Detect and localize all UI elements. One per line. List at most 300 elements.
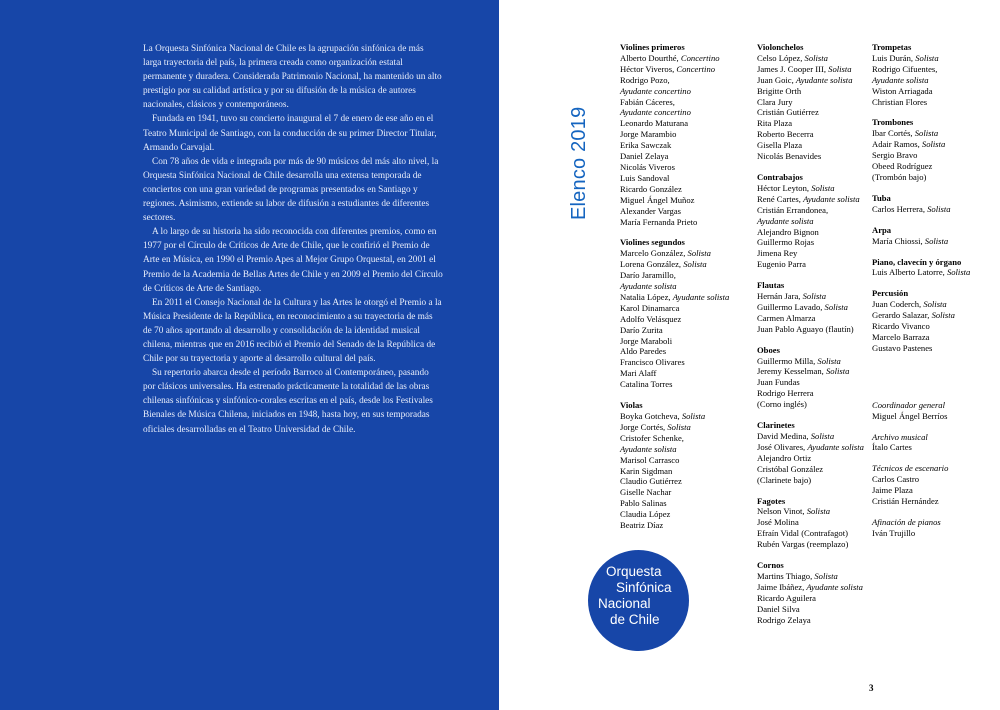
member-row bbox=[872, 411, 992, 422]
member-row bbox=[757, 615, 867, 626]
member-role: Solista bbox=[927, 203, 951, 214]
intro-text bbox=[143, 42, 443, 437]
staff-spacer bbox=[872, 364, 992, 400]
member-list bbox=[872, 411, 992, 422]
member-role: Ayudante solista bbox=[672, 291, 730, 302]
roster-column-3 bbox=[872, 42, 992, 549]
member-list bbox=[757, 183, 867, 270]
member-row bbox=[757, 118, 867, 129]
intro-paragraph-5: En 2011 el Consejo Nacional de la Cultura y las Artes le otorgó el Premio a la Música Presidente de la República, en reconocimiento a su trayectoria de más de 70 años aportando al desarrollo y consolidación de la identidad musical chilena, mientras que en 2016 recibió el Premio del Senado de la República de Chile por su trayectoria y aporte al desarrollo cultural del país. bbox=[143, 297, 442, 365]
member-row bbox=[620, 346, 740, 357]
member-row bbox=[620, 270, 740, 281]
member-role: Ayudante concertino bbox=[620, 85, 691, 96]
intro-paragraph-4: A lo largo de su historia ha sido reconocida con diferentes premios, como en 1977 por el Círculo de Críticos de Arte de Chile, que le confirió el Premio de Arte en Música, en 1990 el Premio Apes al Mejor Grupo Orquestal, en 2001 el Premio de la Academia de Bellas Artes de Chile y en 2009 el Premio del Círculo de Críticos de Arte de Santiago. bbox=[143, 227, 443, 294]
member-name: Jaime Plaza bbox=[872, 485, 913, 496]
member-name: Obeed Rodríguez bbox=[872, 161, 933, 172]
member-row bbox=[620, 509, 740, 520]
member-name: Wiston Arriagada bbox=[872, 85, 933, 96]
member-name: Martins Thiago, bbox=[757, 570, 813, 581]
member-name: Juan Fundas bbox=[757, 377, 800, 388]
member-role: Solista bbox=[828, 63, 852, 74]
member-row bbox=[620, 357, 740, 368]
member-role: Ayudante solista bbox=[803, 193, 860, 204]
section-arpa bbox=[872, 225, 992, 247]
member-name: María Chiossi, bbox=[872, 235, 923, 246]
member-name: Jeremy Kesselman, bbox=[757, 366, 824, 377]
member-name: Cristián Gutiérrez bbox=[757, 107, 819, 118]
member-role: Solista bbox=[804, 52, 828, 63]
member-role: Solista bbox=[810, 431, 835, 441]
member-name: Nelson Vinot, bbox=[757, 506, 805, 517]
member-role: Solista bbox=[806, 506, 831, 517]
section-coordinador bbox=[872, 400, 992, 422]
member-name: Roberto Becerra bbox=[757, 129, 814, 140]
member-name: Nicolás Viveros bbox=[620, 161, 675, 172]
member-name: David Medina, bbox=[757, 431, 809, 441]
member-row bbox=[757, 539, 867, 550]
member-name: Cristóbal González bbox=[757, 463, 824, 474]
member-row bbox=[757, 366, 867, 377]
member-row bbox=[872, 53, 992, 64]
section-heading: Contrabajos bbox=[757, 171, 803, 182]
member-list bbox=[757, 431, 867, 486]
member-name: Alexander Vargas bbox=[620, 205, 682, 216]
member-role: Solista bbox=[825, 366, 850, 377]
section-clarinetes bbox=[757, 420, 867, 485]
member-name: Adair Ramos, bbox=[872, 139, 920, 150]
member-name: Clara Jury bbox=[757, 96, 793, 107]
member-row bbox=[757, 302, 867, 313]
member-role: Ayudante solista bbox=[807, 441, 864, 452]
member-role: Solista bbox=[946, 267, 971, 278]
orchestra-logo bbox=[588, 550, 689, 651]
member-row bbox=[620, 520, 740, 531]
member-row bbox=[620, 64, 740, 75]
member-row bbox=[620, 97, 740, 108]
member-role: Ayudante solista bbox=[872, 74, 929, 85]
member-row bbox=[620, 466, 740, 477]
member-row bbox=[620, 75, 740, 86]
section-heading: Violonchelos bbox=[757, 42, 804, 52]
member-row bbox=[620, 444, 740, 455]
member-role: Solista bbox=[814, 570, 838, 581]
member-row bbox=[757, 356, 867, 367]
member-row bbox=[620, 281, 740, 292]
member-name: Guillermo Lavado, bbox=[757, 301, 823, 312]
member-row bbox=[757, 259, 867, 270]
member-row bbox=[757, 324, 867, 335]
member-role: Solista bbox=[687, 248, 711, 259]
member-row bbox=[872, 442, 992, 453]
member-row bbox=[872, 128, 992, 139]
member-list bbox=[872, 442, 992, 453]
member-name: Carmen Almarza bbox=[757, 312, 816, 323]
member-row bbox=[872, 310, 992, 321]
member-row bbox=[872, 97, 992, 108]
section-heading: Técnicos de escenario bbox=[872, 463, 949, 474]
member-name: James J. Cooper III, bbox=[757, 63, 826, 74]
member-row bbox=[872, 172, 992, 183]
member-name: Guillermo Milla, bbox=[757, 355, 816, 366]
member-row bbox=[872, 139, 992, 150]
member-name: Rodrigo Herrera bbox=[757, 388, 814, 399]
member-row bbox=[620, 248, 740, 259]
member-row bbox=[872, 75, 992, 86]
section-heading: Violines primeros bbox=[620, 42, 685, 52]
section-heading: Archivo musical bbox=[872, 431, 928, 442]
member-name: Marisol Carrasco bbox=[620, 454, 680, 465]
member-row bbox=[620, 195, 740, 206]
elenco-title bbox=[558, 48, 598, 228]
member-name: Karol Dinamarca bbox=[620, 302, 680, 313]
member-name: Miguel Ángel Muñoz bbox=[620, 194, 695, 205]
member-name: Daniel Silva bbox=[757, 603, 800, 614]
member-row bbox=[757, 107, 867, 118]
member-row bbox=[620, 368, 740, 379]
section-violas bbox=[620, 400, 740, 531]
member-name: Jorge Cortés, bbox=[620, 421, 666, 432]
member-role: Solista bbox=[914, 128, 939, 139]
member-name: Miguel Ángel Berríos bbox=[872, 410, 948, 421]
member-name: Marcelo González, bbox=[620, 248, 686, 259]
member-name: René Cartes, bbox=[757, 193, 801, 204]
section-violonchelos bbox=[757, 42, 867, 162]
section-cornos bbox=[757, 560, 867, 625]
member-row bbox=[620, 140, 740, 151]
section-afinacion bbox=[872, 517, 992, 539]
member-name: Rodrigo Cifuentes, bbox=[872, 63, 938, 74]
logo-line-2: Sinfónica bbox=[616, 580, 672, 595]
member-name: Héctor Viveros, bbox=[620, 63, 675, 74]
section-violines_primeros bbox=[620, 42, 740, 227]
member-role: Solista bbox=[667, 421, 691, 432]
section-heading: Violines segundos bbox=[620, 237, 685, 248]
member-row bbox=[757, 227, 867, 238]
member-row bbox=[757, 464, 867, 475]
member-name: Claudia López bbox=[620, 509, 671, 520]
member-row bbox=[620, 107, 740, 118]
member-row bbox=[757, 517, 867, 528]
section-heading: Cornos bbox=[757, 560, 784, 571]
member-name: Daniel Zelaya bbox=[620, 151, 669, 162]
member-name: Francisco Olivares bbox=[620, 357, 685, 368]
member-row bbox=[757, 475, 867, 486]
member-row bbox=[757, 75, 867, 86]
member-list bbox=[872, 204, 992, 215]
member-row bbox=[620, 303, 740, 314]
member-row bbox=[620, 325, 740, 336]
member-role: Ayudante solista bbox=[757, 215, 814, 226]
member-name: Claudio Gutiérrez bbox=[620, 476, 682, 487]
member-row bbox=[872, 204, 992, 215]
member-row bbox=[757, 431, 867, 442]
member-list bbox=[757, 356, 867, 411]
member-name: Sergio Bravo bbox=[872, 150, 918, 161]
member-name: Rubén Vargas (reemplazo) bbox=[757, 539, 849, 550]
section-heading: Clarinetes bbox=[757, 420, 795, 431]
member-name: Juan Goic, bbox=[757, 74, 794, 85]
member-role: Solista bbox=[683, 259, 707, 270]
member-role: Solista bbox=[931, 310, 955, 321]
member-list bbox=[872, 53, 992, 108]
member-name: (Clarinete bajo) bbox=[757, 474, 812, 485]
member-list bbox=[757, 506, 867, 550]
member-row bbox=[620, 86, 740, 97]
section-heading: Trompetas bbox=[872, 42, 912, 52]
member-name: Ibar Cortés, bbox=[872, 128, 913, 139]
member-row bbox=[757, 86, 867, 97]
member-row bbox=[757, 237, 867, 248]
section-heading: Piano, clavecín y órgano bbox=[872, 256, 962, 267]
section-oboes bbox=[757, 345, 867, 410]
member-name: Gustavo Pastenes bbox=[872, 342, 933, 353]
member-row bbox=[872, 528, 992, 539]
member-row bbox=[757, 506, 867, 517]
member-name: Aldo Paredes bbox=[620, 346, 667, 357]
section-heading: Afinación de pianos bbox=[872, 517, 941, 527]
member-role: Ayudante solista bbox=[620, 443, 677, 454]
intro-paragraph-1: La Orquesta Sinfónica Nacional de Chile es la agrupación sinfónica de más larga trayectoria del país, la primera creada como organización estatal permanente y duradera. Considerada Patrimonio Nacional, ha mantenido un alto prestigio por su calidad artística y por su difusión de la música de autores nacionales, clásicos y contemporáneos. bbox=[143, 44, 442, 111]
member-name: Natalia López, bbox=[620, 291, 671, 302]
member-row bbox=[620, 314, 740, 325]
section-percusion bbox=[872, 288, 992, 353]
member-role: Solista bbox=[817, 355, 841, 366]
member-name: Ricardo González bbox=[620, 183, 682, 194]
member-name: (Corno inglés) bbox=[757, 399, 807, 410]
section-heading: Flautas bbox=[757, 280, 785, 291]
member-role: Concertino bbox=[680, 52, 720, 63]
member-name: Ricardo Vivanco bbox=[872, 321, 930, 332]
member-name: Carlos Castro bbox=[872, 474, 920, 485]
member-row bbox=[620, 129, 740, 140]
member-list bbox=[757, 571, 867, 626]
member-row bbox=[620, 422, 740, 433]
member-row bbox=[620, 498, 740, 509]
section-tuba bbox=[872, 193, 992, 215]
member-name: Leonardo Maturana bbox=[620, 118, 689, 129]
member-name: Alejandro Ortiz bbox=[757, 452, 812, 463]
member-name: Juan Coderch, bbox=[872, 299, 922, 310]
roster-column-1 bbox=[620, 42, 740, 541]
member-row bbox=[757, 453, 867, 464]
member-name: Erika Sawczak bbox=[620, 140, 672, 151]
member-row bbox=[620, 217, 740, 228]
member-role: Solista bbox=[811, 182, 835, 193]
member-row bbox=[872, 332, 992, 343]
member-name: Catalina Torres bbox=[620, 379, 673, 390]
section-heading: Oboes bbox=[757, 344, 780, 355]
member-list bbox=[872, 236, 992, 247]
staff-list bbox=[872, 400, 992, 539]
member-name: Pablo Salinas bbox=[620, 498, 667, 509]
section-tecnicos bbox=[872, 463, 992, 507]
member-name: Boyka Gotcheva, bbox=[620, 411, 680, 421]
member-name: Giselle Nachar bbox=[620, 487, 672, 498]
intro-paragraph-2: Fundada en 1941, tuvo su concierto inaugural el 7 de enero de ese año en el Teatro Municipal de Santiago, con la conducción de su primer Director Titular, Armando Carvajal. bbox=[143, 114, 437, 153]
member-row bbox=[620, 173, 740, 184]
member-role: Ayudante solista bbox=[620, 281, 677, 292]
member-row bbox=[757, 388, 867, 399]
member-role: Solista bbox=[915, 52, 939, 63]
logo-line-3: Nacional bbox=[598, 596, 651, 611]
member-row bbox=[620, 151, 740, 162]
member-name: Marcelo Barraza bbox=[872, 331, 930, 342]
member-row bbox=[757, 377, 867, 388]
member-row bbox=[872, 474, 992, 485]
member-row bbox=[757, 593, 867, 604]
member-row bbox=[757, 129, 867, 140]
member-role: Solista bbox=[924, 235, 949, 246]
member-row bbox=[757, 571, 867, 582]
member-name: Jaime Ibáñez, bbox=[757, 581, 805, 592]
member-role: Concertino bbox=[676, 63, 716, 74]
member-row bbox=[620, 53, 740, 64]
member-row bbox=[872, 236, 992, 247]
member-row bbox=[757, 140, 867, 151]
section-heading: Arpa bbox=[872, 224, 892, 235]
elenco-title-text: Elenco 2019 bbox=[568, 106, 590, 220]
section-piano bbox=[872, 257, 992, 279]
member-name: Hernán Jara, bbox=[757, 291, 801, 302]
member-name: Guillermo Rojas bbox=[757, 237, 815, 248]
member-row bbox=[620, 433, 740, 444]
member-name: Brigitte Orth bbox=[757, 85, 802, 96]
member-list bbox=[757, 291, 867, 335]
member-name: Juan Pablo Aguayo (flautín) bbox=[757, 323, 854, 334]
member-row bbox=[872, 150, 992, 161]
member-row bbox=[872, 86, 992, 97]
member-role: Ayudante solista bbox=[806, 581, 863, 592]
member-name: Jimena Rey bbox=[757, 248, 798, 259]
member-role: Ayudante solista bbox=[795, 74, 853, 85]
logo-line-1: Orquesta bbox=[606, 564, 662, 579]
member-row bbox=[757, 528, 867, 539]
member-list bbox=[620, 53, 740, 228]
member-list bbox=[620, 248, 740, 390]
member-list bbox=[872, 267, 992, 278]
logo-line-4: de Chile bbox=[610, 612, 660, 627]
member-row bbox=[757, 151, 867, 162]
member-row bbox=[620, 184, 740, 195]
member-row bbox=[620, 259, 740, 270]
member-name: Jorge Marambio bbox=[620, 129, 677, 140]
member-row bbox=[872, 321, 992, 332]
member-row bbox=[757, 183, 867, 194]
section-heading: Percusión bbox=[872, 288, 909, 299]
member-row bbox=[620, 292, 740, 303]
member-name: Carlos Herrera, bbox=[872, 203, 925, 214]
member-row bbox=[872, 161, 992, 172]
member-name: Jorge Maraboli bbox=[620, 335, 673, 346]
member-row bbox=[620, 476, 740, 487]
member-row bbox=[620, 487, 740, 498]
member-row bbox=[757, 97, 867, 108]
member-name: Alejandro Bignon bbox=[757, 226, 819, 237]
member-name: Luis Alberto Latorre, bbox=[872, 267, 945, 278]
member-row bbox=[872, 343, 992, 354]
member-name: Ítalo Cartes bbox=[872, 442, 912, 453]
member-name: Cristofer Schenke, bbox=[620, 432, 684, 443]
member-name: Luis Durán, bbox=[872, 52, 914, 63]
section-archivo bbox=[872, 432, 992, 454]
member-row bbox=[757, 604, 867, 615]
member-row bbox=[757, 248, 867, 259]
member-name: Cristián Hernández bbox=[872, 496, 939, 507]
section-heading: Coordinador general bbox=[872, 399, 945, 410]
member-row bbox=[872, 299, 992, 310]
roster-column-2 bbox=[757, 42, 867, 636]
intro-paragraph-3: Con 78 años de vida e integrada por más de 90 músicos del más alto nivel, la Orquesta Sinfónica Nacional de Chile desarrolla una extensa temporada de conciertos con una gran variedad de programas presentados en Santiago y regiones. Asimismo, extiende su labor de difusión a estudiantes de diferentes sectores. bbox=[143, 156, 439, 224]
member-name: Nicolás Benavides bbox=[757, 151, 822, 162]
member-name: Alberto Dourthé, bbox=[620, 52, 679, 63]
member-name: Darío Jaramillo, bbox=[620, 270, 676, 281]
member-list bbox=[757, 53, 867, 162]
member-row bbox=[620, 411, 740, 422]
section-heading: Tuba bbox=[872, 192, 891, 203]
member-list bbox=[872, 528, 992, 539]
member-list bbox=[872, 128, 992, 183]
member-name: Fabián Cáceres, bbox=[620, 96, 675, 107]
member-row bbox=[872, 64, 992, 75]
section-heading: Fagotes bbox=[757, 495, 786, 506]
member-row bbox=[757, 53, 867, 64]
member-name: Gerardo Salazar, bbox=[872, 310, 930, 321]
member-name: Darío Zurita bbox=[620, 324, 663, 335]
section-trompetas bbox=[872, 42, 992, 107]
member-name: Karin Sigdman bbox=[620, 465, 673, 476]
member-name: Cristián Errandonea, bbox=[757, 204, 829, 215]
member-name: Beatriz Díaz bbox=[620, 520, 664, 531]
member-row bbox=[757, 291, 867, 302]
member-name: Héctor Leyton, bbox=[757, 182, 810, 193]
section-fagotes bbox=[757, 496, 867, 551]
member-row bbox=[757, 216, 867, 227]
member-name: (Trombón bajo) bbox=[872, 171, 927, 182]
member-name: Celso López, bbox=[757, 52, 803, 63]
member-row bbox=[757, 442, 867, 453]
member-name: Iván Trujillo bbox=[872, 527, 916, 538]
member-role: Solista bbox=[681, 411, 706, 421]
member-role: Solista bbox=[802, 291, 826, 302]
member-row bbox=[872, 496, 992, 507]
member-row bbox=[872, 485, 992, 496]
member-row bbox=[757, 399, 867, 410]
member-row bbox=[757, 582, 867, 593]
member-name: Rita Plaza bbox=[757, 118, 793, 129]
member-row bbox=[757, 194, 867, 205]
member-row bbox=[620, 118, 740, 129]
member-name: Gisella Plaza bbox=[757, 140, 803, 151]
member-name: Rodrigo Pozo, bbox=[620, 74, 670, 85]
member-name: Adolfo Velásquez bbox=[620, 313, 682, 324]
member-row bbox=[620, 336, 740, 347]
member-row bbox=[620, 379, 740, 390]
member-role: Solista bbox=[923, 299, 947, 310]
member-role: Solista bbox=[824, 301, 848, 312]
member-name: Mari Alaff bbox=[620, 368, 657, 379]
member-role: Ayudante concertino bbox=[620, 107, 691, 118]
member-name: Eugenio Parra bbox=[757, 259, 806, 270]
section-contrabajos bbox=[757, 172, 867, 270]
member-name: José Molina bbox=[757, 517, 799, 528]
section-heading: Violas bbox=[620, 400, 643, 411]
member-row bbox=[620, 455, 740, 466]
member-role: Solista bbox=[921, 139, 946, 150]
section-violines_segundos bbox=[620, 237, 740, 390]
section-heading: Trombones bbox=[872, 117, 914, 128]
member-list bbox=[872, 299, 992, 354]
member-name: Efraín Vidal (Contrafagot) bbox=[757, 528, 848, 539]
